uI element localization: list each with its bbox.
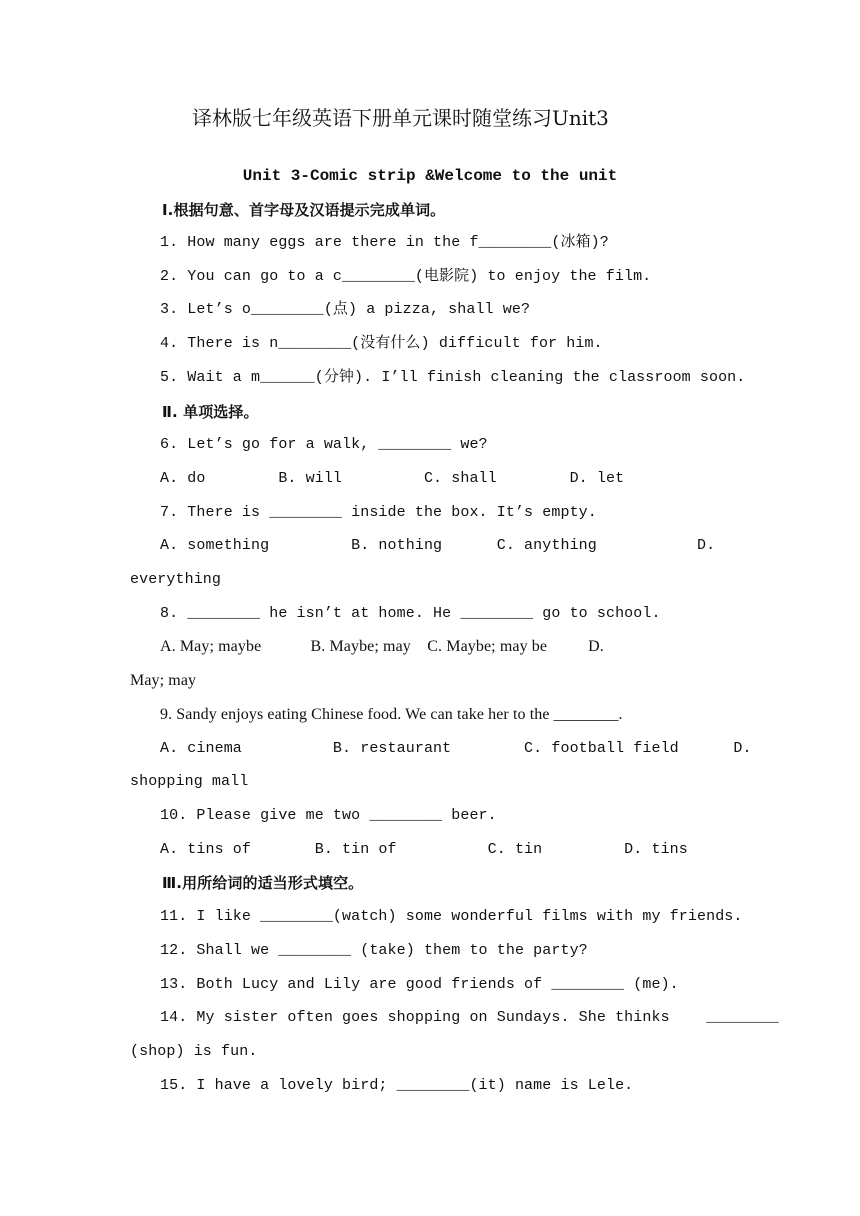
page-title: 译林版七年级英语下册单元课时随堂练习Unit3 [192, 106, 609, 130]
question-9-options: A. cinema B. restaurant C. football field D. [160, 740, 752, 757]
question-11: 11. I like ________(watch) some wonderful films with my friends. [160, 908, 743, 925]
question-12: 12. Shall we ________ (take) them to the party? [160, 942, 588, 959]
question-8-options-cont: May; may [130, 672, 197, 689]
question-14-cont: (shop) is fun. [130, 1043, 258, 1060]
question-4: 4. There is n________(没有什么) difficult for him. [160, 335, 603, 352]
section-heading-3: Ⅲ.用所给词的适当形式填空。 [162, 874, 364, 892]
question-1: 1. How many eggs are there in the f________(冰箱)? [160, 234, 609, 251]
section-heading-1: Ⅰ.根据句意、首字母及汉语提示完成单词。 [162, 201, 446, 219]
question-5: 5. Wait a m______(分钟). I’ll finish cleaning the classroom soon. [160, 369, 746, 386]
question-13: 13. Both Lucy and Lily are good friends of ________ (me). [160, 976, 679, 993]
question-7-options-cont: everything [130, 571, 222, 588]
question-9-options-cont: shopping mall [130, 773, 249, 790]
question-8-options: A. May; maybe B. Maybe; may C. Maybe; may be D. [160, 638, 604, 655]
question-7-options: A. something B. nothing C. anything D. [160, 537, 716, 554]
question-6: 6. Let’s go for a walk, ________ we? [160, 436, 488, 453]
unit-subtitle: Unit 3-Comic strip &Welcome to the unit [242, 167, 618, 185]
question-2: 2. You can go to a c________(电影院) to enjoy the film. [160, 268, 652, 285]
question-9: 9. Sandy enjoys eating Chinese food. We can take her to the ________. [160, 706, 623, 723]
section-heading-2: Ⅱ. 单项选择。 [162, 403, 259, 421]
question-10-options: A. tins of B. tin of C. tin D. tins [160, 841, 688, 858]
question-15: 15. I have a lovely bird; ________(it) name is Lele. [160, 1077, 634, 1094]
question-3: 3. Let’s o________(点) a pizza, shall we? [160, 301, 531, 318]
question-8: 8. ________ he isn’t at home. He ________ go to school. [160, 605, 661, 622]
question-6-options: A. do B. will C. shall D. let [160, 470, 625, 487]
question-10: 10. Please give me two ________ beer. [160, 807, 497, 824]
question-7: 7. There is ________ inside the box. It’s empty. [160, 504, 597, 521]
question-14: 14. My sister often goes shopping on Sundays. She thinks ________ [160, 1009, 779, 1026]
